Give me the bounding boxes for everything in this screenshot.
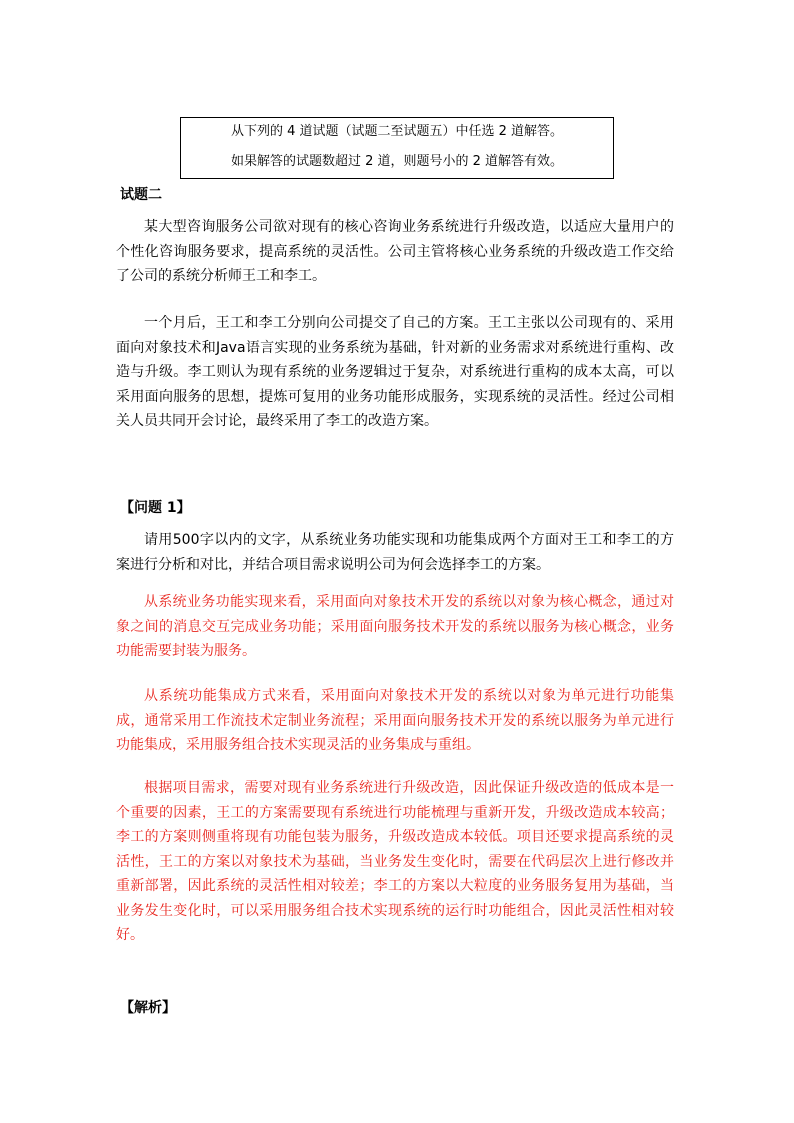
answer-paragraph: 从系统功能集成方式来看，采用面向对象技术开发的系统以对象为单元进行功能集成，通常采用工作流技术定制业务流程；采用面向服务技术开发的系统以服务为单元进行功能集成，采用服务组合技术实现灵活的业务集成与重组。 (116, 688, 674, 753)
instruction-box (180, 117, 614, 179)
answer-paragraph: 从系统业务功能实现来看，采用面向对象技术开发的系统以对象为核心概念，通过对象之间的消息交互完成业务功能；采用面向服务技术开发的系统以服务为核心概念，业务功能需要封装为服务。 (116, 594, 674, 659)
answer-paragraph: 根据项目需求，需要对现有业务系统进行升级改造，因此保证升级改造的低成本是一个重要的因素，王工的方案需要现有系统进行功能梳理与重新开发，升级改造成本较高；李工的方案则侧重将现有功能包装为服务，升级改造成本较低。项目还要求提高系统的灵活性，王工的方案以对象技术为基础，当业务发生变化时，需要在代码层次上进行修改并重新部署，因此系统的灵活性相对较差；李工的方案以大粒度的业务服务复用为基础，当业务发生变化时，可以采用服务组合技术实现系统的运行时功能组合，因此灵活性相对较好。 (116, 780, 674, 943)
problem-1-title: 【问题 1】 (120, 500, 191, 516)
problem-1-prompt: 请用500字以内的文字，从系统业务功能实现和功能集成两个方面对王工和李工的方案进行分析和对比，并结合项目需求说明公司为何会选择李工的方案。 (116, 532, 674, 573)
analysis-title: 【解析】 (120, 1000, 176, 1016)
question-title: 试题二 (120, 187, 162, 203)
question-paragraph: 某大型咨询服务公司欲对现有的核心咨询业务系统进行升级改造，以适应大量用户的个性化咨询服务要求，提高系统的灵活性。公司主管将核心业务系统的升级改造工作交给了公司的系统分析师王工和李工。 (116, 219, 674, 284)
instruction-line-1: 从下列的 4 道试题（试题二至试题五）中任选 2 道解答。 (230, 124, 564, 139)
question-paragraph: 一个月后，王工和李工分别向公司提交了自己的方案。王工主张以公司现有的、采用面向对象技术和Java语言实现的业务系统为基础，针对新的业务需求对系统进行重构、改造与升级。李工则认为现有系统的业务逻辑过于复杂，对系统进行重构的成本太高，可以采用面向服务的思想，提炼可复用的业务功能形成服务，实现系统的灵活性。经过公司相关人员共同开会讨论，最终采用了李工的改造方案。 (116, 315, 674, 429)
instruction-line-2: 如果解答的试题数超过 2 道，则题号小的 2 道解答有效。 (230, 154, 564, 169)
